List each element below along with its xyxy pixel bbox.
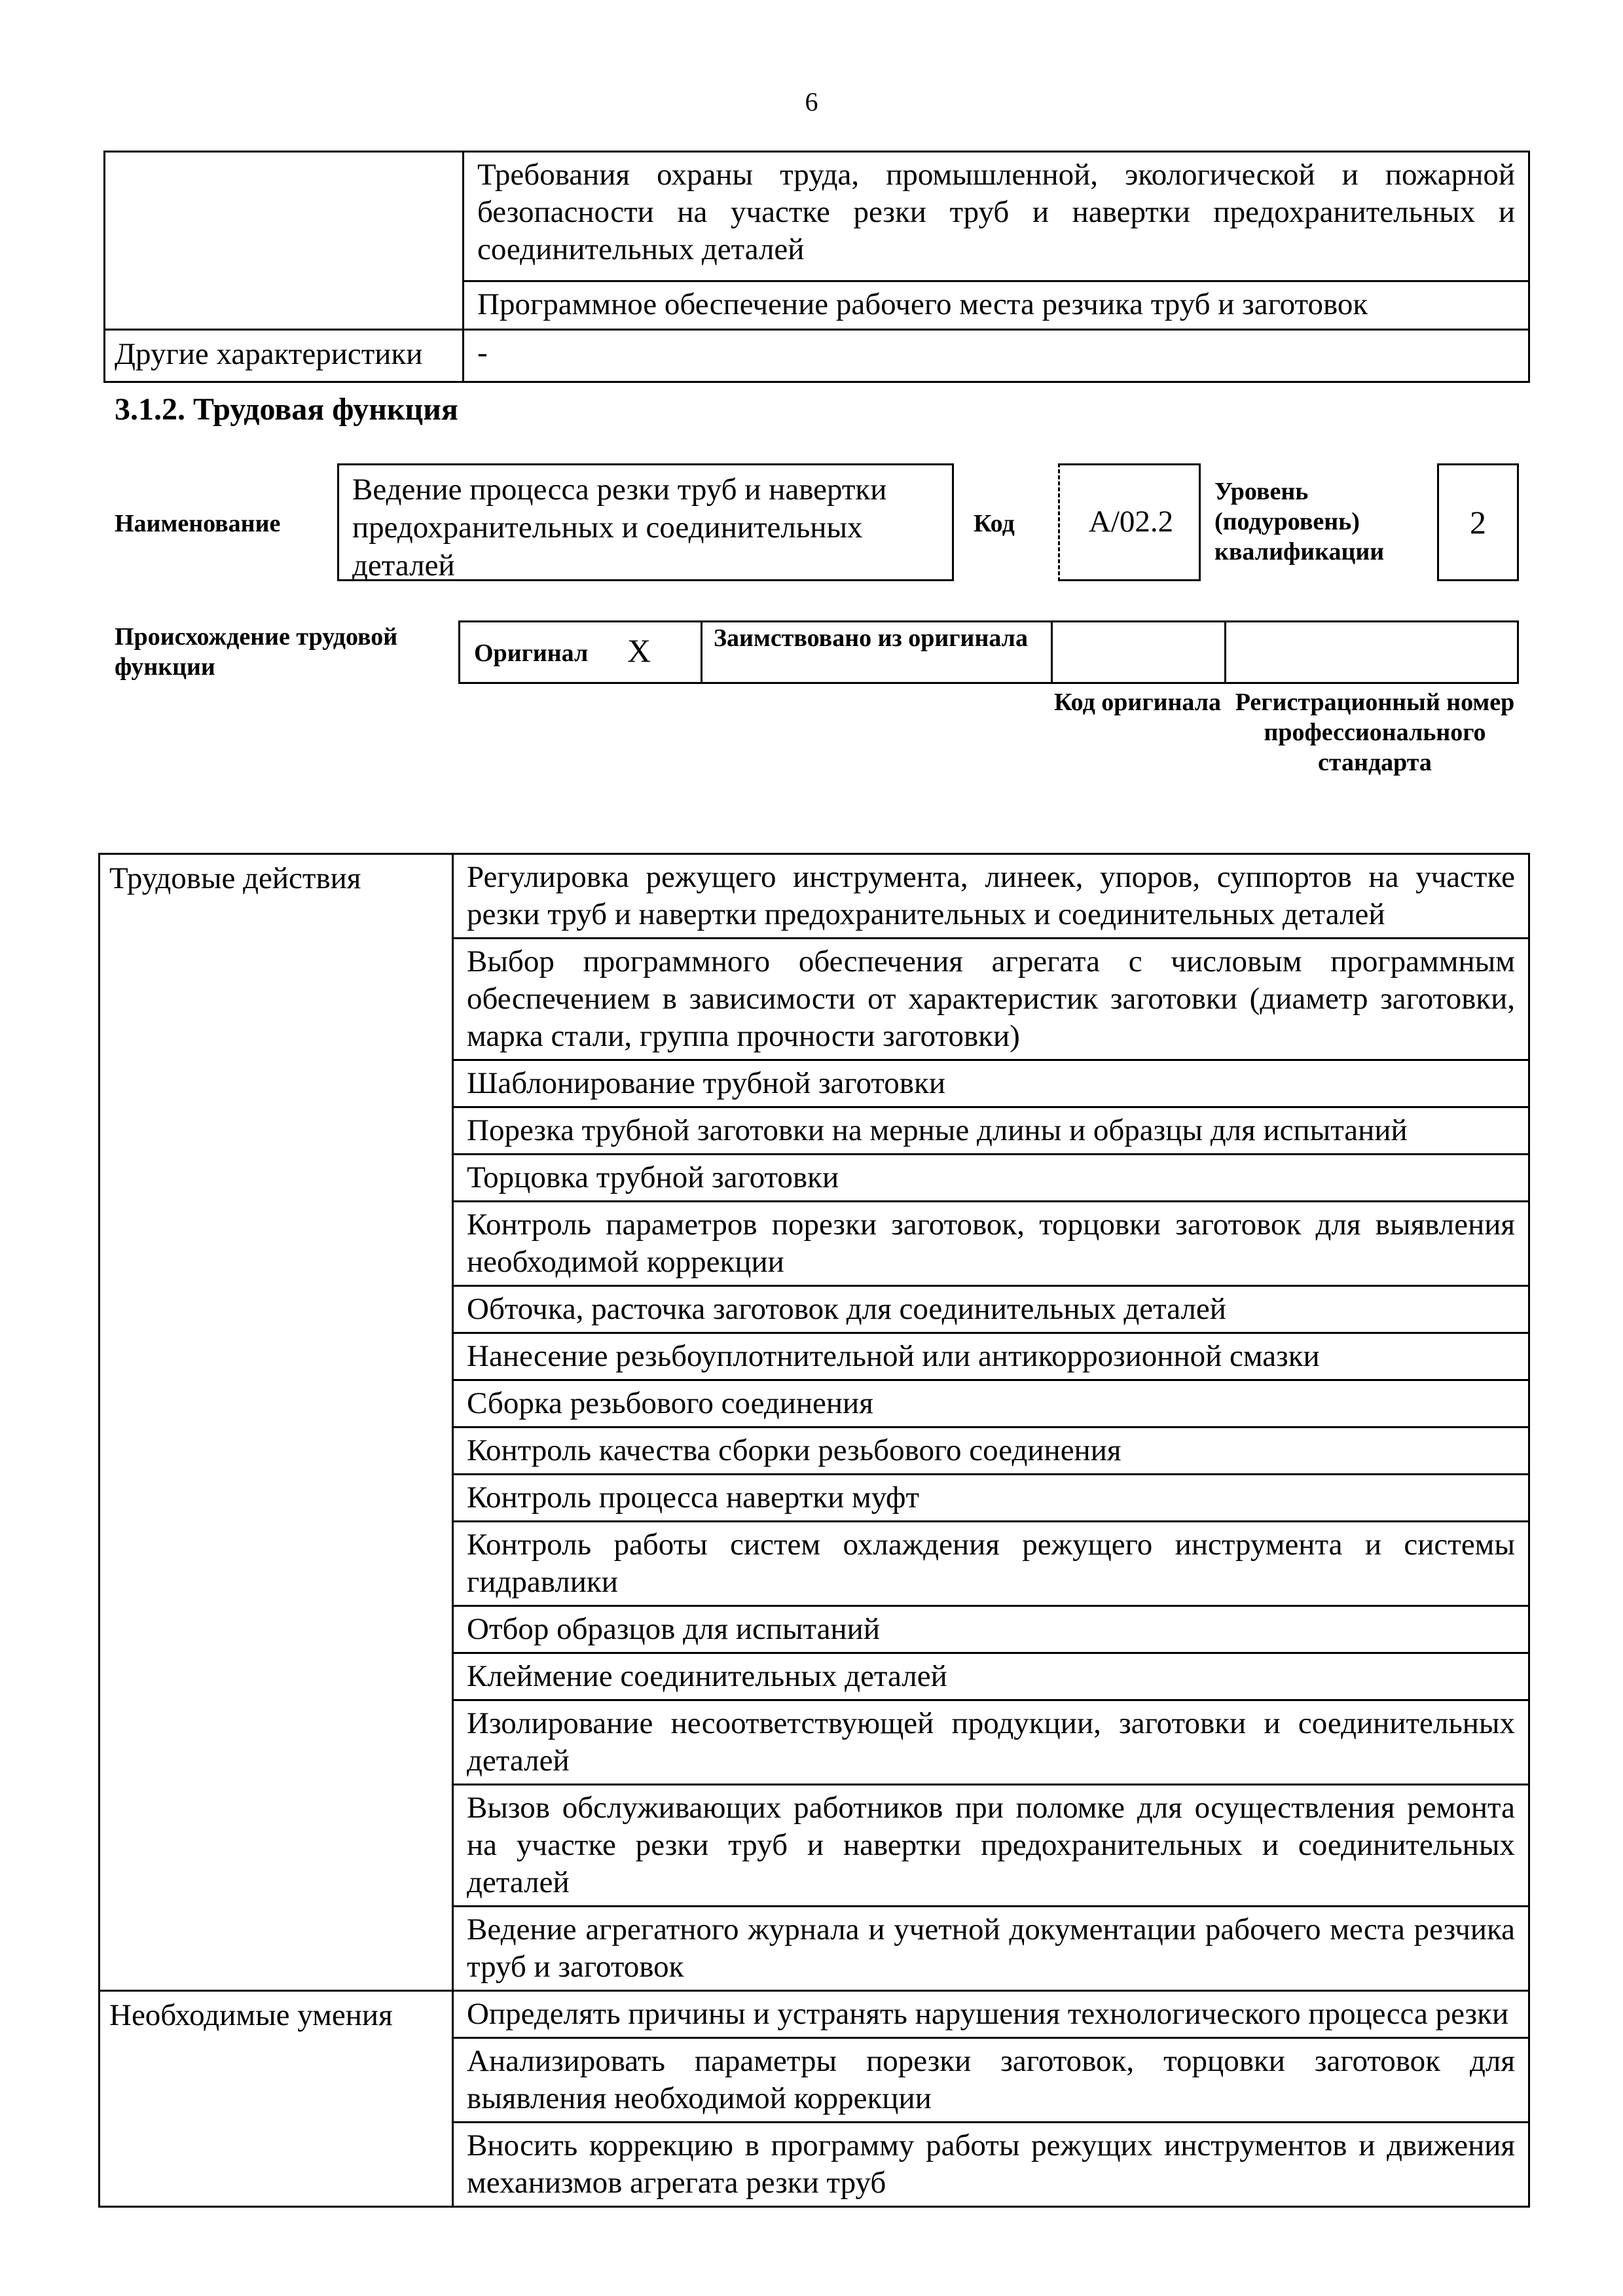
- level-value: 2: [1437, 463, 1519, 581]
- action-item: Контроль работы систем охлаждения режущего инструмента и системы гидравлики: [453, 1522, 1529, 1606]
- level-label: Уровень (подуровень) квалификации: [1214, 478, 1385, 565]
- divider: [1051, 620, 1053, 684]
- table-row: [100, 1991, 1529, 2038]
- table-row: [105, 330, 1529, 382]
- requirement-item: Требования охраны труда, промышленной, экологической и пожарной безопасности на участке резки труб и навертки предохранительных и соединительных деталей: [464, 152, 1529, 281]
- action-item: Отбор образцов для испытаний: [453, 1606, 1529, 1653]
- action-item: Шаблонирование трубной заготовки: [453, 1060, 1529, 1107]
- action-item: Торцовка трубной заготовки: [453, 1155, 1529, 1202]
- page-number: 6: [805, 87, 818, 117]
- skill-item: Вносить коррекцию в программу работы режущих инструментов и движения механизмов агрегата резки труб: [453, 2123, 1529, 2207]
- code-original-caption: Код оригинала: [1054, 689, 1222, 716]
- code-box: [1058, 463, 1201, 581]
- reg-number-caption: Регистрационный номер профессионального стандарта: [1235, 689, 1515, 776]
- divider: [1224, 620, 1226, 684]
- action-item: Выбор программного обеспечения агрегата с числовым программным обеспечением в зависимости от характеристик заготовки (диаметр заготовки, марка стали, группа прочности заготовки): [453, 939, 1529, 1060]
- table-row: [100, 854, 1529, 939]
- actions-label: Трудовые действия: [100, 854, 453, 1991]
- action-item: Контроль качества сборки резьбового соединения: [453, 1427, 1529, 1475]
- action-item: Ведение агрегатного журнала и учетной документации рабочего места резчика труб и заготовок: [453, 1907, 1529, 1991]
- requirement-item: Программное обеспечение рабочего места резчика труб и заготовок: [464, 281, 1529, 330]
- action-item: Порезка трубной заготовки на мерные длины и образцы для испытаний: [453, 1107, 1529, 1155]
- other-characteristics-label: Другие характеристики: [105, 330, 464, 382]
- action-item: Клеймение соединительных деталей: [453, 1653, 1529, 1700]
- action-item: Сборка резьбового соединения: [453, 1380, 1529, 1427]
- function-name-box: Ведение процесса резки труб и навертки предохранительных и соединительных деталей: [337, 463, 954, 581]
- name-label: Наименование: [115, 510, 281, 537]
- action-item: Нанесение резьбоуплотнительной или антикоррозионной смазки: [453, 1333, 1529, 1380]
- top-table: [103, 151, 1530, 383]
- action-item: Регулировка режущего инструмента, линеек, упоров, суппортов на участке резки труб и навертки предохранительных и соединительных деталей: [453, 854, 1529, 939]
- divider: [701, 620, 702, 684]
- code-label: Код: [974, 510, 1015, 537]
- origin-label: Происхождение трудовой функции: [115, 623, 398, 681]
- function-code: A/02.2: [1088, 505, 1174, 539]
- skill-item: Анализировать параметры порезки заготовок, торцовки заготовок для выявления необходимой коррекции: [453, 2038, 1529, 2123]
- borrowed-label: Заимствовано из оригинала: [714, 624, 1028, 652]
- action-item: Обточка, расточка заготовок для соединительных деталей: [453, 1286, 1529, 1333]
- original-label: Оригинал: [474, 639, 589, 667]
- skills-label: Необходимые умения: [100, 1991, 453, 2207]
- main-table: [98, 853, 1530, 2208]
- skill-item: Определять причины и устранять нарушения технологического процесса резки: [453, 1991, 1529, 2038]
- action-item: Вызов обслуживающих работников при поломке для осуществления ремонта на участке резки труб и навертки предохранительных и соединительных деталей: [453, 1785, 1529, 1907]
- original-mark: X: [627, 632, 651, 669]
- other-characteristics-value: -: [464, 330, 1529, 382]
- action-item: Контроль параметров порезки заготовок, торцовки заготовок для выявления необходимой коррекции: [453, 1202, 1529, 1286]
- empty-label-cell: [105, 152, 464, 330]
- action-item: Изолирование несоответствующей продукции, заготовки и соединительных деталей: [453, 1700, 1529, 1785]
- table-row: [105, 152, 1529, 281]
- section-title: 3.1.2. Трудовая функция: [115, 392, 458, 427]
- action-item: Контроль процесса навертки муфт: [453, 1475, 1529, 1522]
